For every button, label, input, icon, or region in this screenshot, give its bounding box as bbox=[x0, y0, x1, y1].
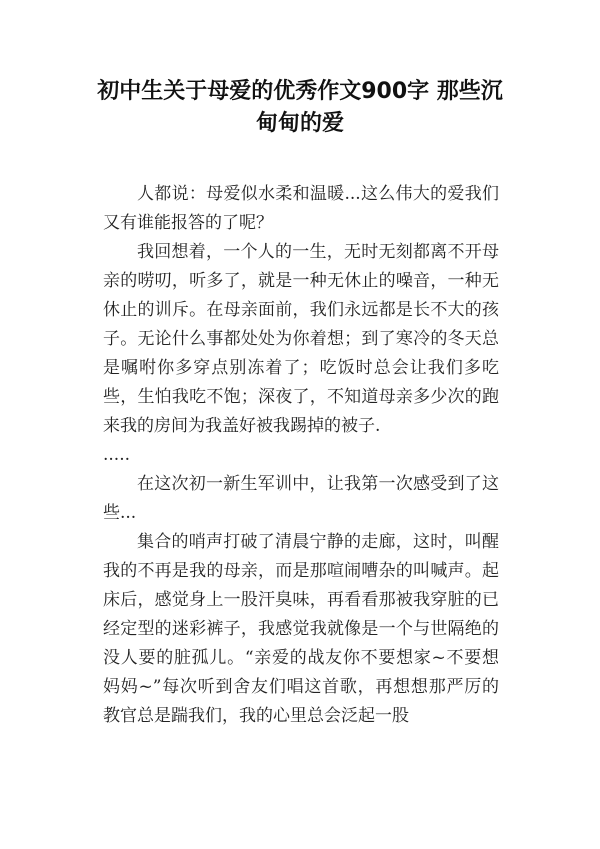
paragraph: ..... bbox=[103, 445, 131, 465]
document-title: 初中生关于母爱的优秀作文900字 那些沉甸甸的爱 bbox=[97, 79, 503, 136]
document-body bbox=[103, 180, 499, 731]
paragraph: 我回想着，一个人的一生，无时无刻都离不开母亲的唠叨，听多了，就是一种无休止的噪音，一种无休止的训斥。在母亲面前，我们永远都是长不大的孩子。无论什么事都处处为你着想；到了寒冷的冬天总是嘱咐你多穿点别冻着了；吃饭时总会让我们多吃些，生怕我吃不饱；深夜了，不知道母亲多少次的跑来我的房间为我盖好被我踢掉的被子. bbox=[103, 242, 499, 436]
paragraph: 在这次初一新生军训中，让我第一次感受到了这些... bbox=[103, 474, 499, 523]
paragraph: 集合的哨声打破了清晨宁静的走廊，这时，叫醒我的不再是我的母亲，而是那喧闹嘈杂的叫喊声。起床后，感觉身上一股汗臭味，再看看那被我穿脏的已经定型的迷彩裤子，我感觉我就像是一个与世隔绝的没人要的脏孤儿。“亲爱的战友你不要想家~不要想妈妈~”每次听到舍友们唱这首歌，再想想那严厉的教官总是踹我们，我的心里总会泛起一股 bbox=[103, 532, 499, 726]
paragraph: 人都说：母爱似水柔和温暖...这么伟大的爱我们又有谁能报答的了呢？ bbox=[103, 184, 499, 233]
